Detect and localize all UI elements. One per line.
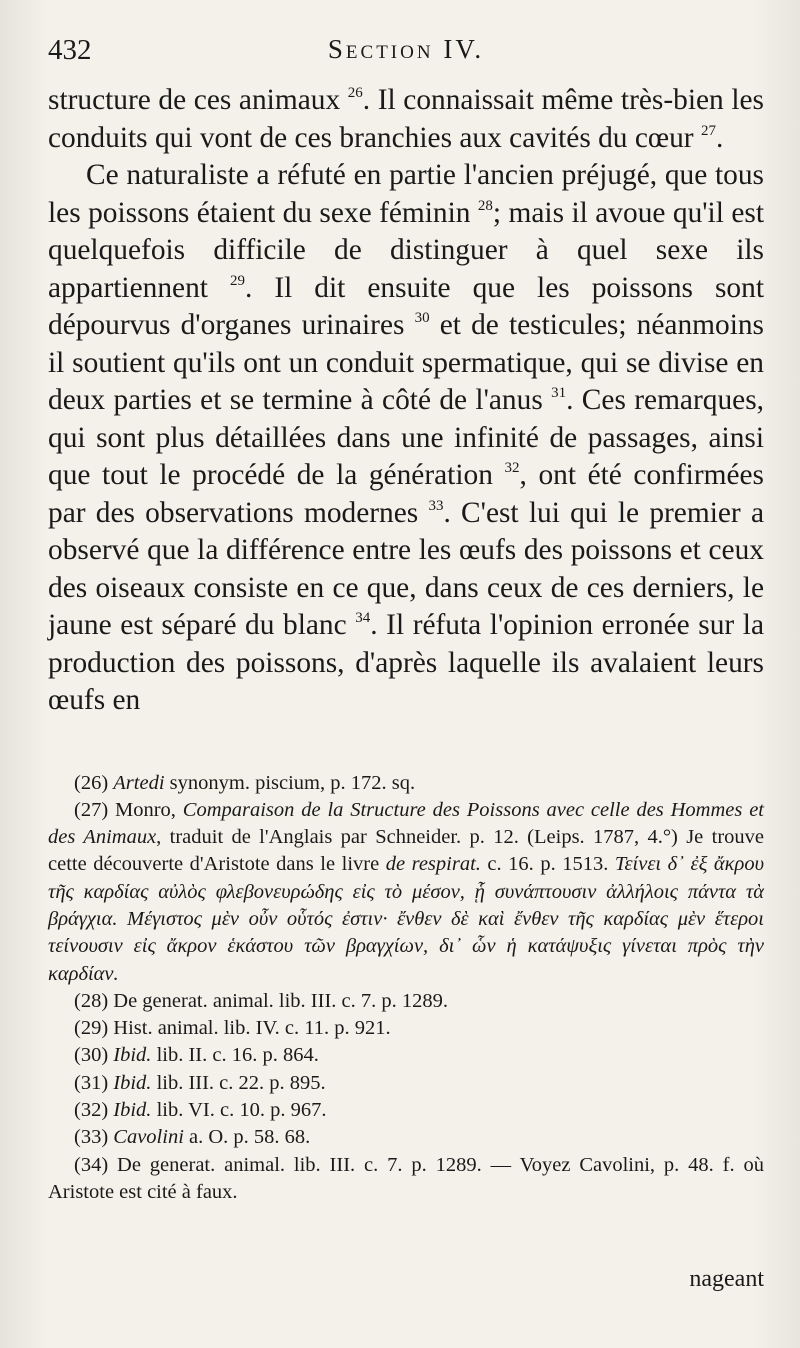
footnote-30: (30) Ibid. lib. II. c. 16. p. 864. <box>74 1044 319 1067</box>
footnote-26: (26) Artedi synonym. piscium, p. 172. sq. <box>74 771 416 794</box>
footnote-29: (29) Hist. animal. lib. IV. c. 11. p. 921. <box>74 1017 391 1040</box>
footnote-ref-27: 27 <box>700 122 716 139</box>
footnote-28: (28) De generat. animal. lib. III. c. 7. p. 1289. <box>74 989 449 1012</box>
footnote-33: (33) Cavolini a. O. p. 58. 68. <box>74 1126 311 1149</box>
footnote-ref-33: 33 <box>428 497 444 514</box>
footnote-ref-31: 31 <box>551 385 567 401</box>
footnote-ref-30: 30 <box>414 310 430 326</box>
catchword: nageant <box>689 1266 764 1292</box>
footnote-34: (34) De generat. animal. lib. III. c. 7. p. 1289. — Voyez Cavolini, p. 48. f. où Aristote est cité à faux. <box>48 1153 764 1203</box>
footnote-31: (31) Ibid. lib. III. c. 22. p. 895. <box>74 1071 326 1094</box>
footnotes <box>48 770 764 1207</box>
paragraph-2: Ce naturaliste a réfuté en partie l'ancien préjugé, que tous les poissons étaient du sexe féminin $^{28}$; mais il avoue qu'il est quelquefois difficile de distinguer à quel sexe ils appartiennent $^{29}$. Il dit ensuite que les poissons sont dépourvus d'organes urinaires $^{30}$ et de testicules; néanmoins il soutient qu'ils ont un conduit spermatique, qui se divise en deux parties et se termine à côté de l'anus $^{31}$. Ces remarques, qui sont plus détaillées dans une infinité de passages, ainsi que tout le procédé de la génération $^{32}$, ont été confirmées par des observations modernes $^{33}$. C'est lui qui le premier a observé que la différence entre les œufs des poissons et ceux des oiseaux consiste en ce que, dans ceux de ces derniers, le jaune est séparé du blanc $^{34}$. Il réfuta l'opinion erronée sur la production des poissons, d'après laquelle ils avalaient leurs œufs en <box>48 159 765 716</box>
footnote-ref-32: 32 <box>504 460 520 476</box>
footnote-ref-34: 34 <box>355 610 371 626</box>
footnote-27: (27) Monro, Comparaison de la Structure des Poissons avec celle des Hommes et des Animaux, traduit de l'Anglais par Schneider. p. 12. (Leips. 1787, 4.°) Je trouve cette découverte d'Aristote dans le livre de respirat. c. 16. p. 1513. Τείνει δ᾽ ἐξ ἄκρου τῆς καρδίας αὐλὸς φλεβονευρώδης εἰς τὸ μέσον, ᾗ συνάπτουσιν ἀλλήλοις πάντα τὰ βράγχια. Μέγιστος μὲν οὖν οὗτός ἐστιν· ἔνθεν δὲ καὶ ἔνθεν τῆς καρδίας μὲν ἕτεροι τείνουσιν εἰς ἄκρον ἑκάστου τῶν βραγχίων, δι᾽ ὧν ἡ κατάψυξις γίνεται πρὸς τὴν καρδίαν. <box>48 798 764 985</box>
paragraph-1: structure de ces animaux $^{26}$. Il connaissait même très-bien les conduits qui vont de ces branchies aux cavités du cœur $^{27}$. <box>48 84 764 154</box>
main-text <box>48 82 764 720</box>
footnote-ref-29: 29 <box>229 272 245 289</box>
footnote-ref-26: 26 <box>347 85 363 101</box>
footnote-ref-28: 28 <box>477 197 493 214</box>
page-header <box>48 34 764 78</box>
page-number: 432 <box>48 34 92 66</box>
footnote-32: (32) Ibid. lib. VI. c. 10. p. 967. <box>74 1099 327 1122</box>
greek-quotation: Τείνει δ᾽ ἐξ ἄκρου τῆς καρδίας αὐλὸς φλεβονευρώδης εἰς τὸ μέσον, ᾗ συνάπτουσιν ἀλλήλοις πάντα τὰ βράγχια. Μέγιστος μὲν οὖν οὗτός ἐστιν· ἔνθεν δὲ καὶ ἔνθεν τῆς καρδίας μὲν ἕτεροι τείνουσιν εἰς ἄκρον ἑκάστου τῶν βραγχίων, δι᾽ ὧν ἡ κατάψυξις γίνεται πρὸς τὴν καρδίαν. <box>48 853 764 985</box>
running-head: Section IV. <box>327 34 485 64</box>
